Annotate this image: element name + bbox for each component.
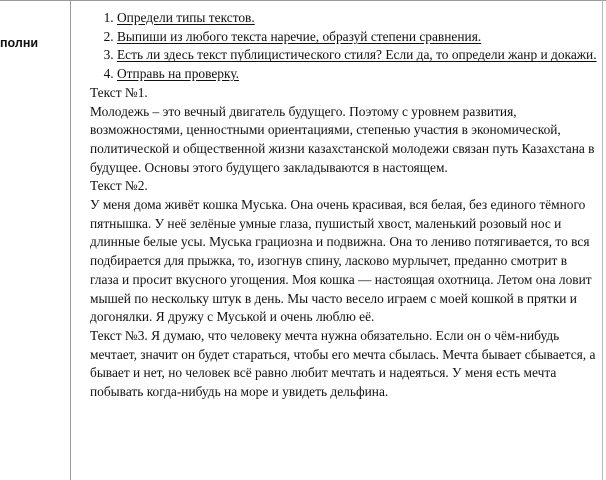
text1-heading: Текст №1. xyxy=(90,84,148,100)
side-column-label: полни xyxy=(0,36,39,50)
text2-body: У меня дома живёт кошка Муська. Она очень красивая, вся белая, без единого тёмного пятнышка. У неё зелёные умные глаза, пушистый хвост, маленький розовый нос и длинные белые усы. Муська грациозна и подвижна. Она то лениво потягивается, то вся подбирается для прыжка, то, изогнув спину, ласково мурлычет, преданно смотрит в глаза и просит вкусного угощения. Моя кошка — настоящая охотница. Летом она ловит мышей по нескольку штук в день. Мы часто весело играем с моей кошкой в прятки и догонялки. Я дружу с Муськой и очень люблю её. xyxy=(90,197,592,325)
text3-body: Текст №3. Я думаю, что человеку мечта нужна обязательно. Если он о чём-нибудь мечтает, значит он будет стараться, чтобы его мечта сбылась. Мечта бывает сбывается, а бывает и нет, но человек всё равно любит мечтать и надеяться. У меня есть мечта побывать когда-нибудь на море и увидеть дельфина. xyxy=(90,327,596,400)
task-item xyxy=(117,28,598,47)
task-item xyxy=(117,46,598,65)
text2-heading: Текст №2. xyxy=(90,178,148,194)
task-item xyxy=(117,65,598,84)
document-content xyxy=(90,9,598,402)
task-item xyxy=(117,9,598,28)
task-list xyxy=(90,9,598,84)
task-text: Есть ли здесь текст публицистического стиля? Если да, то определи жанр и докажи. xyxy=(117,47,597,63)
task-text: Определи типы текстов. xyxy=(117,10,255,25)
task-text: Отправь на проверку. xyxy=(117,66,240,82)
text1-body: Молодежь – это вечный двигатель будущего. Поэтому с уровнем развития, возможностями, ценностными ориентациями, степенью участия в экономической, политической и общественной жизни казахстанской молодежи связан путь Казахстана в будущее. Основы этого будущего закладываются в настоящем. xyxy=(90,103,595,175)
table-column-divider xyxy=(70,0,71,480)
table-right-border xyxy=(602,0,603,480)
table-top-border xyxy=(0,0,606,1)
task-text: Выпиши из любого текста наречие, образуй степени сравнения. xyxy=(117,28,482,44)
